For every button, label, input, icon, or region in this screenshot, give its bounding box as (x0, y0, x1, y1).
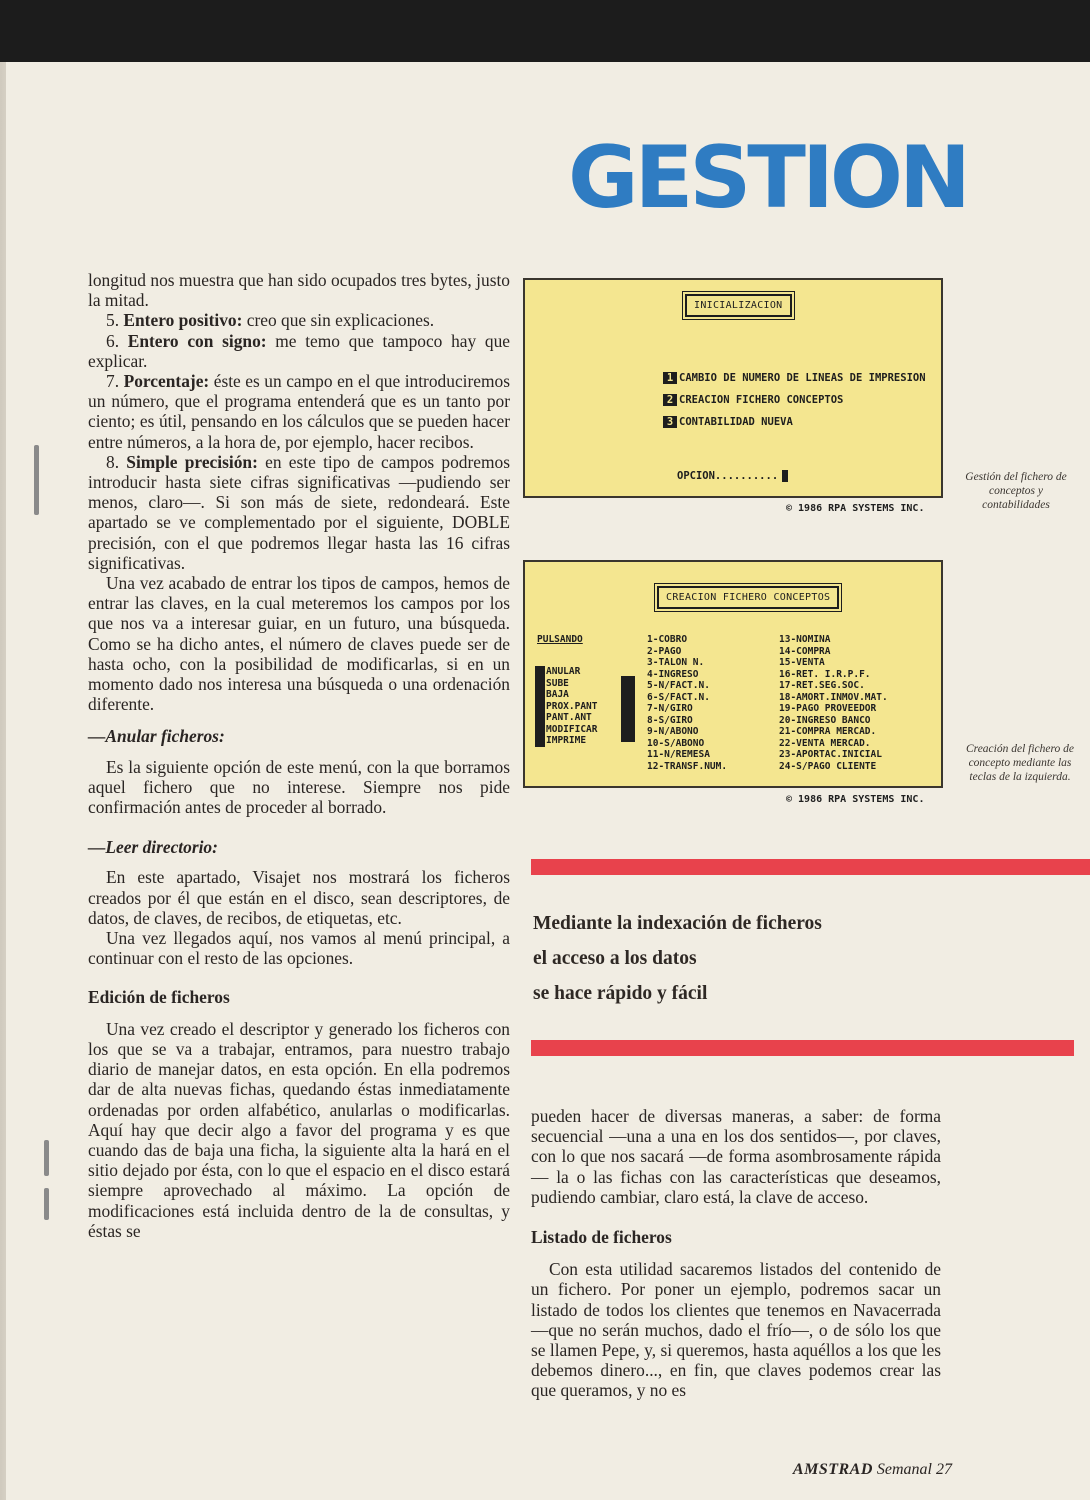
paragraph: Con esta utilidad sacaremos listados del contenido de un fichero. Por poner un ejemplo, podremos sacar un listado de todos los clientes que tenemos en Navacerrada —que no serán muchos, dado el frío—, o de sólo los que se llamen Pepe, y, si queremos, hasta aquéllos a los que les debemos dinero..., en fin, que claves podemos crear las que queramos, y no es (531, 1259, 941, 1401)
caption-1: Gestión del fichero de conceptos y contabilidades (965, 471, 1067, 511)
paragraph: En este apartado, Visajet nos mostrará los ficheros creados por él que están en el disco, sean descriptores, de datos, de claves, de recibos, de etiquetas, etc. (88, 867, 510, 928)
menu-option: 2 CREACION FICHERO CONCEPTOS (663, 394, 843, 406)
concepts-column-2: 13-NOMINA 14-COMPRA 15-VENTA 16-RET. I.R.P.F. 17-RET.SEG.SOC. 18-AMORT.INMOV.MAT. 19-PAGO PROVEEDOR 20-INGRESO BANCO 21-COMPRA MERCAD. 22-VENTA MERCAD. 23-APORTAC.INICIAL 24-S/PAGO CLIENTE (779, 634, 888, 772)
paragraph: pueden hacer de diversas maneras, a saber: de forma secuencial —una a una en los dos sentidos—, por claves, con lo que nos sacará —de forma asombrosamente rápida— la o las fichas con las características que deseamos, pudiendo cambiar, claro está, la clave de acceso. (531, 1106, 941, 1207)
right-column (531, 1106, 941, 1401)
keys-header: PULSANDO (537, 634, 583, 645)
staple-bottom-1 (44, 1140, 49, 1176)
staple-bottom-2 (44, 1188, 49, 1220)
screenshot-inicializacion (523, 278, 943, 498)
list-item: 5. Entero positivo: creo que sin explicaciones. (106, 310, 435, 331)
copyright-2: © 1986 RPA SYSTEMS INC. (786, 794, 925, 805)
screen-title: INICIALIZACION (685, 294, 792, 317)
caption-2: Creación del fichero de concepto mediante las teclas de la izquierda. (965, 743, 1075, 783)
red-rule-bottom (531, 1040, 1074, 1056)
paragraph: longitud nos muestra que han sido ocupados tres bytes, justo la mitad. (88, 270, 510, 311)
magazine-name: AMSTRAD (792, 1461, 873, 1478)
red-rule-top (531, 859, 1090, 875)
paragraph: Una vez creado el descriptor y generado los ficheros con los que se va a trabajar, entramos, para nuestro trabajo diario de manejar datos, en esta opción. En ella podremos dar de alta nuevas fichas, quedando éstas inmediatamente ordenadas por orden alfabético, anularlas o modificarlas. Aquí hay que decir algo a favor del programa y es que cuando das de baja una ficha, la siguiente alta la hará en el sitio dejado por ésta, con lo que el espacio en el disco estará siempre aprovechado al máximo. La opción de modificaciones está incluida dentro de la de consultas, y éstas se (88, 1018, 510, 1241)
concepts-column-1: 1-COBRO 2-PAGO 3-TALON N. 4-INGRESO 5-N/FACT.N. 6-S/FACT.N. 7-N/GIRO 8-S/GIRO 9-N/ABONO 10-S/ABONO 11-N/REMESA 12-TRANSF.NUM. (647, 634, 728, 772)
left-column (88, 270, 510, 1241)
list-item: 6. Entero con signo: me temo que tampoco hay que explicar. (88, 330, 510, 371)
pull-quote-line: el acceso a los datos (533, 948, 697, 969)
menu-option: 1 CAMBIO DE NUMERO DE LINEAS DE IMPRESION (663, 372, 926, 384)
heading-listado: Listado de ficheros (531, 1227, 672, 1248)
keys-list: ANULAR SUBE BAJA PROX.PANT PANT.ANT MODIFICAR IMPRIME (535, 666, 597, 747)
menu-option: 3 CONTABILIDAD NUEVA (663, 416, 793, 428)
copyright-1: © 1986 RPA SYSTEMS INC. (786, 503, 925, 514)
section-title: GESTION (568, 128, 968, 228)
paragraph: Es la siguiente opción de este menú, con la que borramos aquel fichero que no interese. Siempre nos pide confirmación antes de proceder al borrado. (88, 756, 510, 818)
staple-top (34, 445, 39, 515)
page-number: 27 (936, 1461, 952, 1478)
pull-quote-line: Mediante la indexación de ficheros (533, 913, 822, 934)
pull-quote (533, 906, 913, 1011)
page-footer (793, 1461, 952, 1479)
screenshot-creacion-conceptos (523, 560, 943, 788)
paragraph: Una vez llegados aquí, nos vamos al menú principal, a continuar con el resto de las opciones. (88, 928, 510, 969)
list-item: 8. Simple precisión: en este tipo de campos podremos introducir hasta siete cifras significativas —pudiendo ser menos, claro—. Si son más de siete, redondeará. Este apartado se ve complementado por el siguiente, DOBLE precisión, con el que podremos llegar hasta las 16 cifras significativas. (88, 451, 510, 573)
magazine-edition: Semanal (876, 1461, 932, 1478)
option-prompt: OPCION.......... (677, 470, 790, 482)
pull-quote-line: se hace rápido y fácil (533, 983, 708, 1004)
heading-edicion: Edición de ficheros (88, 986, 230, 1007)
list-item: 7. Porcentaje: éste es un campo en el que introduciremos un número, que el programa entenderá que es un tanto por ciento; es útil, pensando en los cálculos que se pueden hacer entre números, a la hora de, por ejemplo, hacer recibos. (88, 371, 510, 452)
subheading-anular: —Anular ficheros: (88, 726, 225, 747)
cursor-block (621, 676, 635, 742)
subheading-leer: —Leer directorio: (88, 837, 218, 858)
paragraph: Una vez acabado de entrar los tipos de campos, hemos de entrar las claves, en la cual meteremos los campos por los que nos va a interesar guiar, en un futuro, una búsqueda. Como se ha dicho antes, el número de claves puede ser de hasta ocho, con la posibilidad de modificarlas, si en un momento dado nos interesa una búsqueda o una ordenación diferente. (88, 573, 510, 715)
screen-title: CREACION FICHERO CONCEPTOS (657, 586, 839, 609)
